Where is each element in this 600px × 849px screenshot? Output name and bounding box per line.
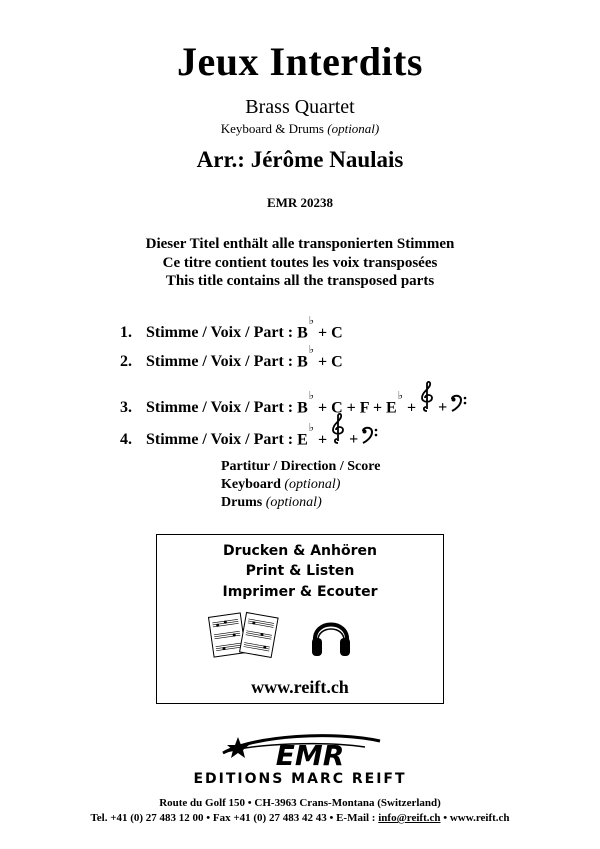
website-link[interactable]: www.reift.ch [251,677,349,697]
treble-clef-icon [330,412,346,449]
part-4: 4. Stimme / Voix / Part : E♭ + + [120,412,382,449]
instruments-optional: (optional) [327,121,380,136]
instruments-main: Keyboard & Drums [220,121,324,136]
bass-clef-icon [361,426,379,449]
part-2 [120,344,343,371]
promo-line-en: Print & Listen [245,563,355,579]
part-number: 1. [120,324,132,342]
part-number: 2. [120,353,132,371]
page-title: Jeux Interdits [177,39,423,84]
headphones-icon [310,611,352,664]
promo-line-de: Drucken & Anhören [223,543,377,559]
notice-fr: Ce titre contient toutes les voix transposées [162,255,438,271]
catalog-number: EMR 20238 [266,195,334,210]
email-link[interactable]: info@reift.ch [378,812,441,824]
part-number: 3. [120,399,132,416]
notice-de: Dieser Titel enthält alle transponierten Stimmen [145,236,455,252]
promo-box [156,534,444,704]
treble-clef-icon [419,380,435,417]
extra-keyboard: Keyboard (optional) [221,477,341,492]
part-keys: B♭ + C [293,315,343,342]
instruments-line [0,121,600,137]
ensemble: Brass Quartet [245,96,355,118]
part-keys: B♭ + C [293,344,343,371]
part-label: Stimme / Voix / Part : [146,399,294,416]
publisher-name: EDITIONS MARC REIFT [193,771,407,787]
arranger: Arr.: Jérôme Naulais [196,147,404,172]
part-label: Stimme / Voix / Part : [146,353,294,371]
publisher-contact: Tel. +41 (0) 27 483 12 00 • Fax +41 (0) 27 483 42 43 • E-Mail : info@reift.ch • www.reift.ch [90,812,510,824]
notice-en: This title contains all the transposed parts [165,273,435,289]
sheet-music-icon [207,609,279,664]
part-label: Stimme / Voix / Part : [146,431,294,448]
part-keys: E♭ + [293,421,328,448]
part-keys: B♭ + C + F + E♭ + [293,389,417,416]
extra-drums: Drums (optional) [221,495,322,510]
extras-list [221,458,380,512]
emr-logo [215,731,385,776]
part-number: 4. [120,431,132,448]
svg-text:EMR: EMR [275,739,345,771]
part-label: Stimme / Voix / Part : [146,324,294,342]
promo-line-fr: Imprimer & Ecouter [222,584,378,600]
publisher-address: Route du Golf 150 • CH-3963 Crans-Montana (Switzerland) [159,797,441,809]
bass-clef-icon [450,394,468,417]
extra-score: Partitur / Direction / Score [221,459,381,474]
part-3: 3. Stimme / Voix / Part : B♭ + C + F + E♭ + + [120,380,471,417]
part-1 [120,315,343,342]
